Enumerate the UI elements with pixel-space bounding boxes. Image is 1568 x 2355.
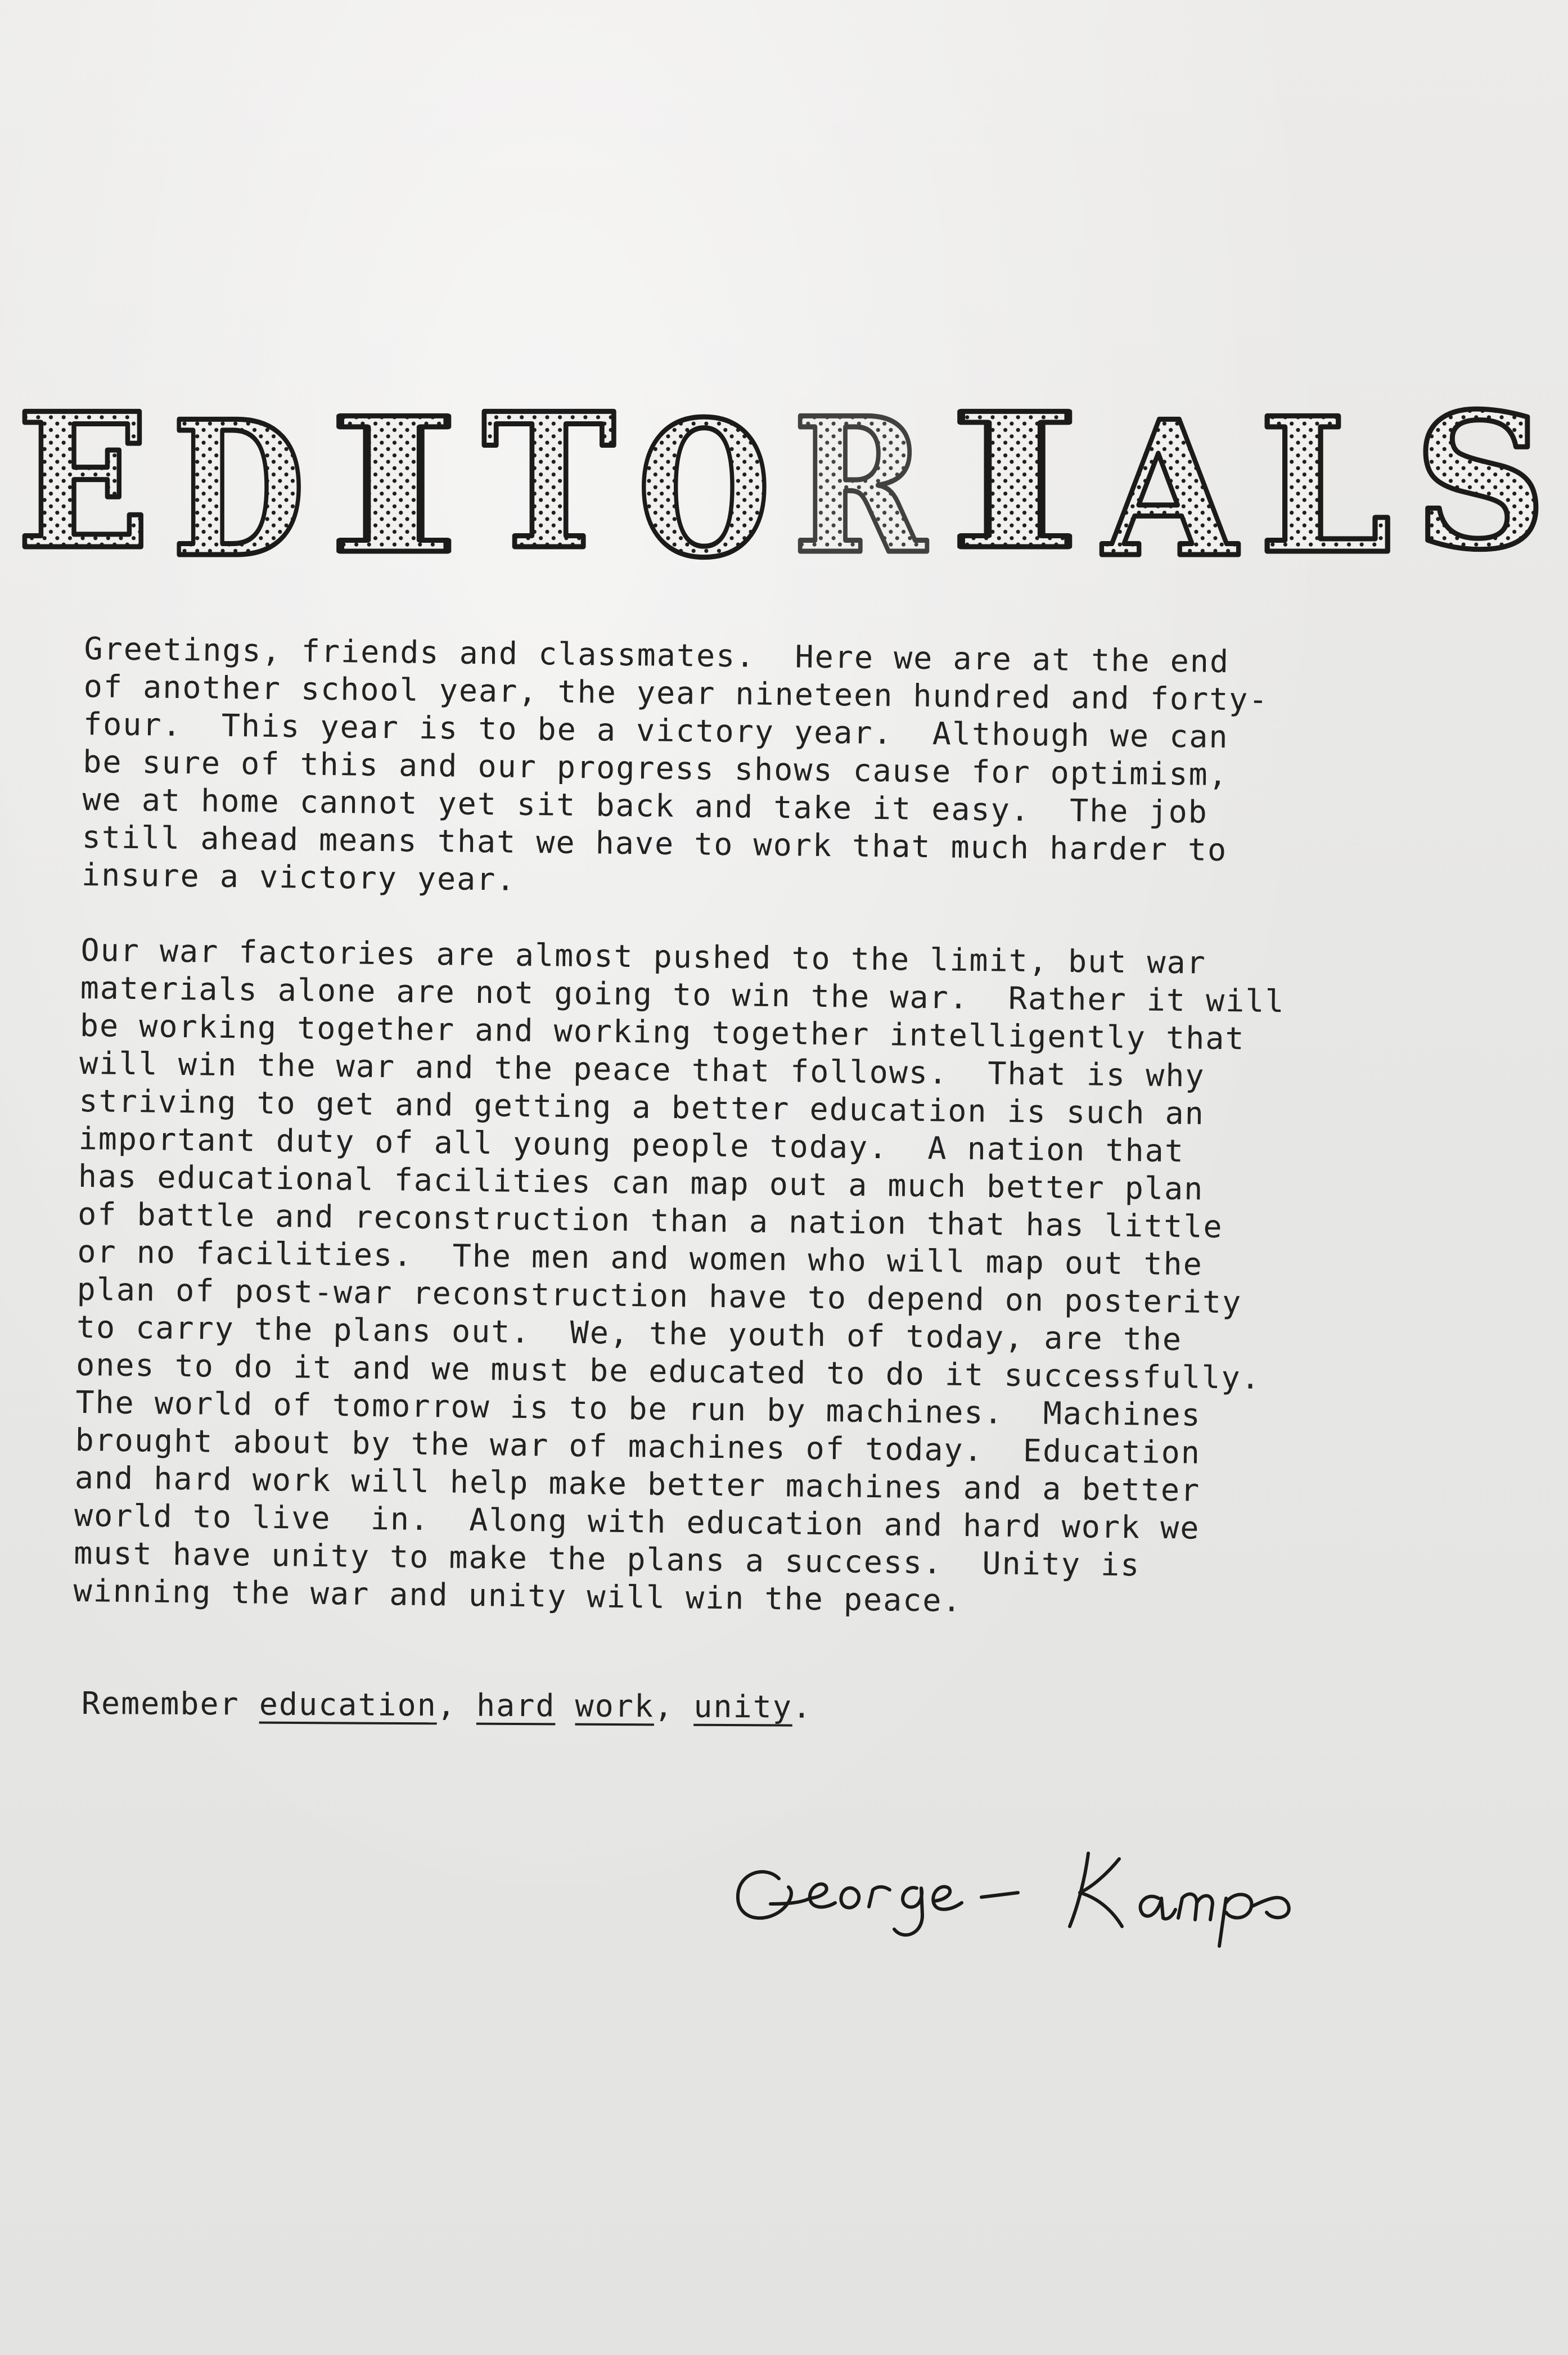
text-line: materials alone are not going to win the war. Rather it will (80, 969, 1285, 1020)
text-line: or no facilities. The men and women who will map out the (77, 1233, 1204, 1282)
text-line: The world of tomorrow is to be run by machines. Machines (75, 1384, 1202, 1433)
text-line: Greetings, friends and classmates. Here we are at the end (84, 630, 1230, 680)
heading-letter: E (16, 372, 150, 585)
heading-letter: D (172, 380, 305, 585)
paragraph-2 (73, 931, 1510, 1626)
underlined-hard: hard (476, 1687, 556, 1724)
text-line: ones to do it and we must be educated to do it successfully. (75, 1346, 1261, 1396)
heading-letters (16, 372, 1547, 585)
handwritten-signature (726, 1820, 1400, 1955)
closing-space (555, 1687, 575, 1723)
text-line: still ahead means that we have to work that much harder to (82, 818, 1228, 868)
underlined-work: work (575, 1687, 655, 1724)
editorial-body (73, 630, 1513, 1626)
text-line: insure a victory year. (81, 856, 516, 898)
heading-letter: I (948, 372, 1082, 585)
signature-drawing (726, 1820, 1400, 1955)
heading-letter: O (637, 380, 771, 585)
text-line: we at home cannot yet sit back and take it easy. The job (82, 781, 1209, 830)
heading-letter: T (482, 372, 616, 585)
text-line: and hard work will help make better machines and a better (74, 1459, 1201, 1509)
closing-prefix: Remember (81, 1685, 260, 1722)
text-line: of another school year, the year nineteen hundred and forty- (83, 668, 1269, 718)
paragraph-1 (82, 630, 1513, 910)
heading-letter: S (1413, 372, 1547, 585)
closing-separator: , (436, 1687, 477, 1723)
heading-letter: I (327, 377, 461, 585)
text-line: winning the war and unity will win the peace. (73, 1572, 962, 1619)
heading-graphic (0, 360, 1568, 585)
text-line: to carry the plans out. We, the youth of today, are the (76, 1308, 1183, 1358)
heading-letter: R (792, 377, 929, 585)
underlined-unity: unity (693, 1688, 793, 1725)
text-line: four. This year is to be a victory year. Although we can (83, 705, 1229, 755)
text-line: world to live in. Along with education and hard work we (74, 1497, 1200, 1546)
text-line: brought about by the war of machines of today. Education (75, 1421, 1201, 1471)
text-line: plan of post-war reconstruction have to depend on posterity (76, 1271, 1242, 1321)
underlined-education: education (259, 1686, 438, 1723)
closing-period: . (792, 1688, 813, 1725)
closing-line (82, 1685, 813, 1726)
closing-separator: , (654, 1688, 694, 1724)
heading-letter: A (1100, 380, 1241, 585)
text-line: must have unity to make the plans a success. Unity is (74, 1534, 1141, 1583)
text-line: will win the war and the peace that follows. That is why (79, 1044, 1205, 1094)
text-line: important duty of all young people today. A nation that (78, 1120, 1185, 1169)
text-line: Our war factories are almost pushed to the limit, but war (80, 931, 1207, 981)
editorials-heading (0, 360, 1568, 585)
text-line: of battle and reconstruction than a nation that has little (77, 1195, 1224, 1245)
text-line: has educational facilities can map out a much better plan (78, 1158, 1204, 1207)
text-line: be working together and working together intelligently that (79, 1007, 1245, 1057)
text-line: be sure of this and our progress shows cause for optimism, (82, 743, 1229, 793)
heading-letter: L (1258, 377, 1392, 585)
text-line: striving to get and getting a better education is such an (79, 1082, 1205, 1132)
